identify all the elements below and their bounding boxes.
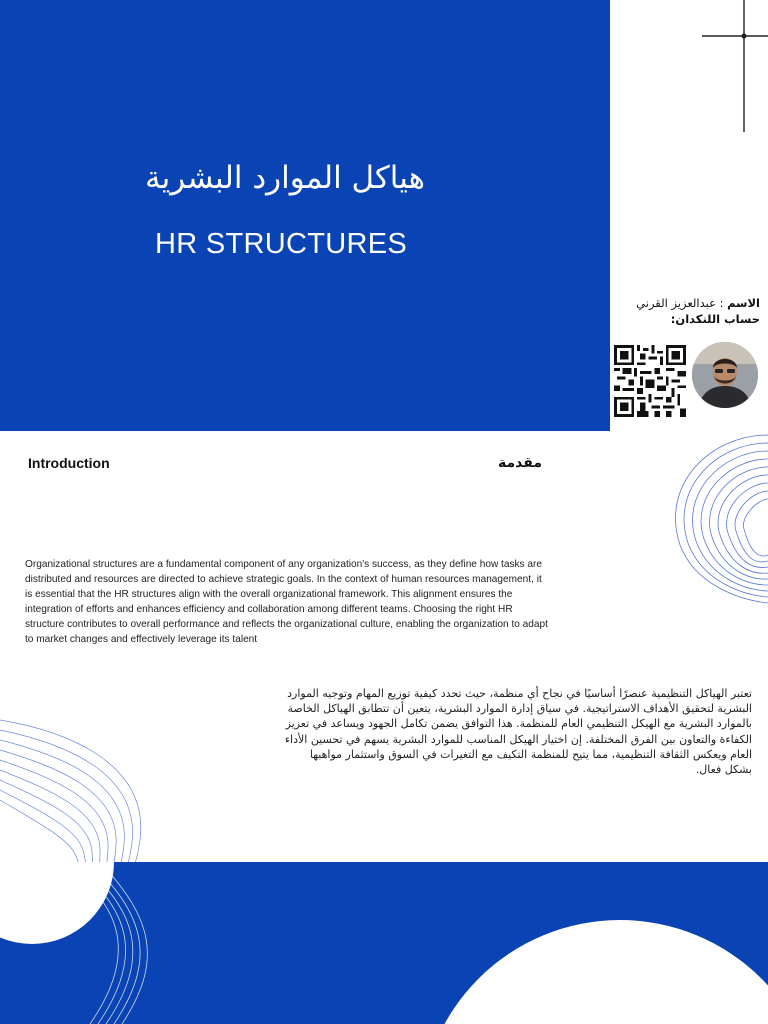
author-avatar xyxy=(692,342,758,408)
author-info xyxy=(510,295,760,327)
footer-band xyxy=(0,862,768,1024)
linkedin-label: حساب اللنكدان: xyxy=(670,312,760,326)
footer-circle-right xyxy=(420,920,768,1024)
author-name-row xyxy=(510,295,760,311)
title-arabic: هياكل الموارد البشرية xyxy=(145,160,425,196)
author-name: عبدالعزيز القرني xyxy=(636,296,716,310)
footer-shapes xyxy=(0,862,768,1024)
footer-circle-left xyxy=(0,862,114,944)
crosshair-decoration xyxy=(690,0,768,140)
hero-banner xyxy=(0,0,610,431)
linkedin-qr-code[interactable] xyxy=(614,345,686,417)
section-heading-english: Introduction xyxy=(28,455,110,471)
section-heading-arabic: مقدمة xyxy=(498,455,542,471)
paragraph-english: Organizational structures are a fundamental component of any organization's success, as they define how tasks are distributed and resources are directed to achieve strategic goals. In the context of human resources management, it is essential that the HR structures align with the overall organizational framework. This alignment ensures the integration of efforts and enhances efficiency and collaboration among different teams. Choosing the right HR structure contributes to overall performance and reflects the organizational culture, enabling the organization to adapt to market changes and effectively leverage its talent xyxy=(25,559,548,645)
title-english: HR STRUCTURES xyxy=(154,228,407,260)
name-label: الاسم xyxy=(727,296,760,310)
linkedin-row xyxy=(510,311,760,327)
wave-lines-decoration-right xyxy=(640,425,768,605)
name-separator: : xyxy=(715,296,728,310)
paragraph-arabic: تعتبر الهياكل التنظيمية عنصرًا أساسيًا في نجاح أي منظمة، حيث تحدد كيفية توزيع المهام وتوجيه الموارد البشرية لتحقيق الأهداف الاستراتيجية. في سياق إدارة الموارد البشرية، يتعين أن تتطابق الهياكل الخاصة بالموارد البشرية مع الهيكل التنظيمي العام للمنظمة. هذا التوافق يضمن تكامل الجهود ويساعد في تعزيز الكفاءة والتعاون بين الفرق المختلفة. إن اختيار الهيكل المناسب للموارد البشرية يسهم في تحسين الأداء العام ويعكس الثقافة التنظيمية، مما يتيح للمنظمة التكيف مع التغيرات في السوق واستثمار مواهبها بشكل فعال. xyxy=(284,687,752,777)
